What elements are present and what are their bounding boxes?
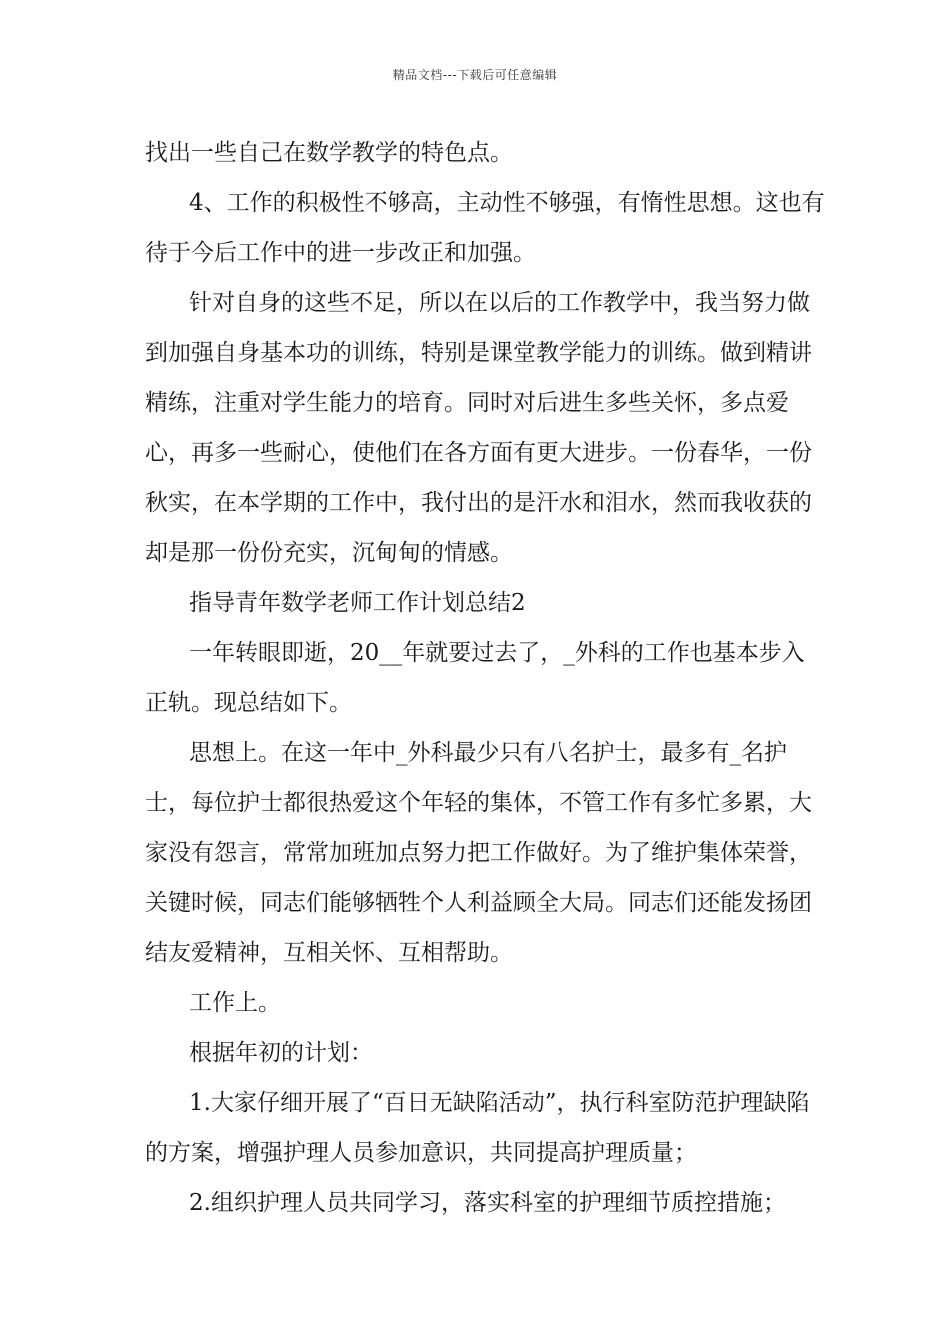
paragraph: 工作上。 <box>189 990 281 1016</box>
paragraph: 根据年初的计划： <box>189 1040 373 1066</box>
paragraph: 找出一些自己在数学教学的特色点。 <box>145 140 513 166</box>
paragraph: 思想上。在这一年中_外科最少只有八名护士，最多有_名护士，每位护士都很热爱这个年轻的集体，不管工作有多忙多累，大家没有怨言，常常加班加点努力把工作做好。为了维护集体荣誉，关键时候，同志们能够牺牲个人利益顾全大局。同志们还能发扬团结友爱精神，互相关怀、互相帮助。 <box>145 740 812 966</box>
list-item: 2.组织护理人员共同学习，落实科室的护理细节质控措施； <box>189 1190 786 1216</box>
page-header: 精品文档---下载后可任意编辑 <box>392 68 558 82</box>
paragraph: 针对自身的这些不足，所以在以后的工作教学中，我当努力做到加强自身基本功的训练，特别是课堂教学能力的训练。做到精讲精练，注重对学生能力的培育。同时对后进生多些关怀，多点爱心，再多一些耐心，使他们在各方面有更大进步。一份春华，一份秋实，在本学期的工作中，我付出的是汗水和泪水，然而我收获的却是那一份份充实，沉甸甸的情感。 <box>145 290 812 566</box>
paragraph: 4、工作的积极性不够高，主动性不够强，有惰性思想。这也有待于今后工作中的进一步改正和加强。 <box>145 190 825 266</box>
section-heading: 指导青年数学老师工作计划总结2 <box>189 590 526 616</box>
paragraph: 一年转眼即逝，20__年就要过去了，_外科的工作也基本步入正轨。现总结如下。 <box>145 640 805 716</box>
document-body <box>145 128 825 1228</box>
list-item: 1.大家仔细开展了“百日无缺陷活动”，执行科室防范护理缺陷的方案，增强护理人员参加意识，共同提高护理质量； <box>145 1090 810 1166</box>
